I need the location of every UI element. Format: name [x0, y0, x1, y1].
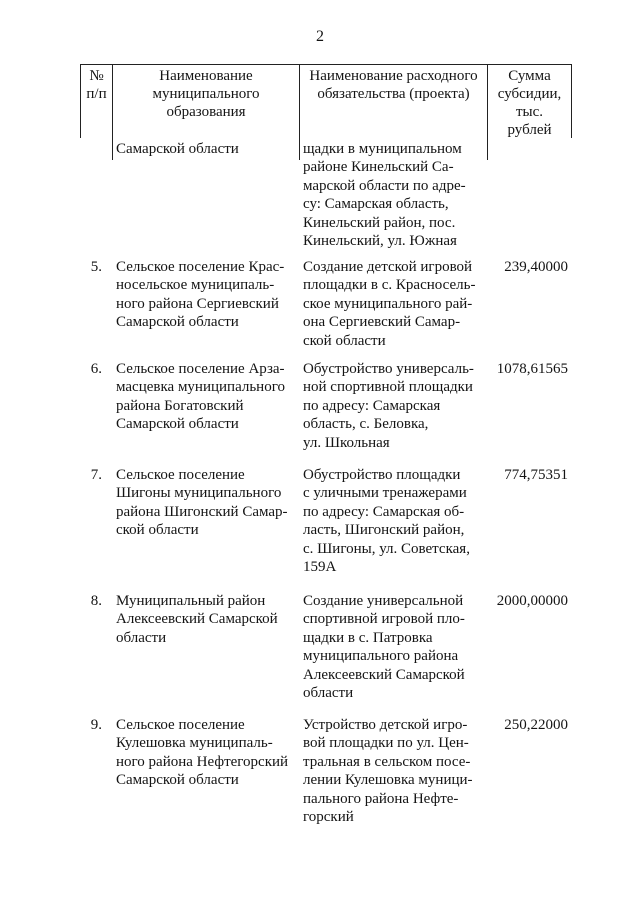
municipality-cell: Самарской области [116, 141, 239, 157]
row-number: 9. [90, 717, 102, 733]
header-number: № п/п [81, 65, 113, 138]
municipality-cell: Сельское поселение Шигоны муниципального района Шигонский Самар- ской области [116, 467, 288, 539]
header-municipality: Наименование муниципального образования [113, 65, 300, 138]
obligation-cell: Устройство детской игро- вой площадки по ул. Цен- тральная в сельском посе- лении Кулешовка муници- пального района Нефте- горский [303, 717, 473, 826]
municipality-cell: Сельское поселение Арза- масцевка муниципального района Богатовский Самарской области [116, 361, 285, 433]
obligation-cell: щадки в муниципальном районе Кинельский Са- марской области по адре- су: Самарская область, Кинельский район, пос. Кинельский, ул. Южная [303, 141, 466, 250]
row-number: 7. [90, 467, 102, 483]
municipality-cell: Сельское поселение Крас- носельское муниципаль- ного района Сергиевский Самарской области [116, 259, 285, 331]
header-obligation: Наименование расходного обязательства (проекта) [300, 65, 488, 138]
obligation-cell: Обустройство универсаль- ной спортивной площадки по адресу: Самарская область, с. Беловка, ул. Школьная [303, 361, 474, 451]
column-divider [112, 138, 113, 160]
sum-cell: 774,75351 [504, 467, 568, 483]
column-divider [299, 138, 300, 160]
page-number: 2 [316, 28, 324, 45]
sum-cell: 250,22000 [504, 717, 568, 733]
row-number: 5. [90, 259, 102, 275]
municipality-cell: Муниципальный район Алексеевский Самарской области [116, 593, 278, 646]
table-header [80, 64, 572, 138]
sum-cell: 2000,00000 [496, 593, 568, 609]
obligation-cell: Создание детской игровой площадки в с. Красносель- ское муниципального рай- она Сергиевский Самар- ской области [303, 259, 476, 349]
sum-cell: 239,40000 [504, 259, 568, 275]
sum-cell: 1078,61565 [496, 361, 568, 377]
obligation-cell: Создание универсальной спортивной игровой пло- щадки в с. Патровка муниципального района Алексеевский Самарской области [303, 593, 465, 702]
header-sum: Сумма субсидии, тыс. рублей [497, 68, 562, 138]
row-number: 8. [90, 593, 102, 609]
row-number: 6. [90, 361, 102, 377]
municipality-cell: Сельское поселение Кулешовка муниципаль- ного района Нефтегорский Самарской области [116, 717, 289, 789]
obligation-cell: Обустройство площадки с уличными тренажерами по адресу: Самарская об- ласть, Шигонский район, с. Шигоны, ул. Советская, 159А [303, 467, 470, 576]
